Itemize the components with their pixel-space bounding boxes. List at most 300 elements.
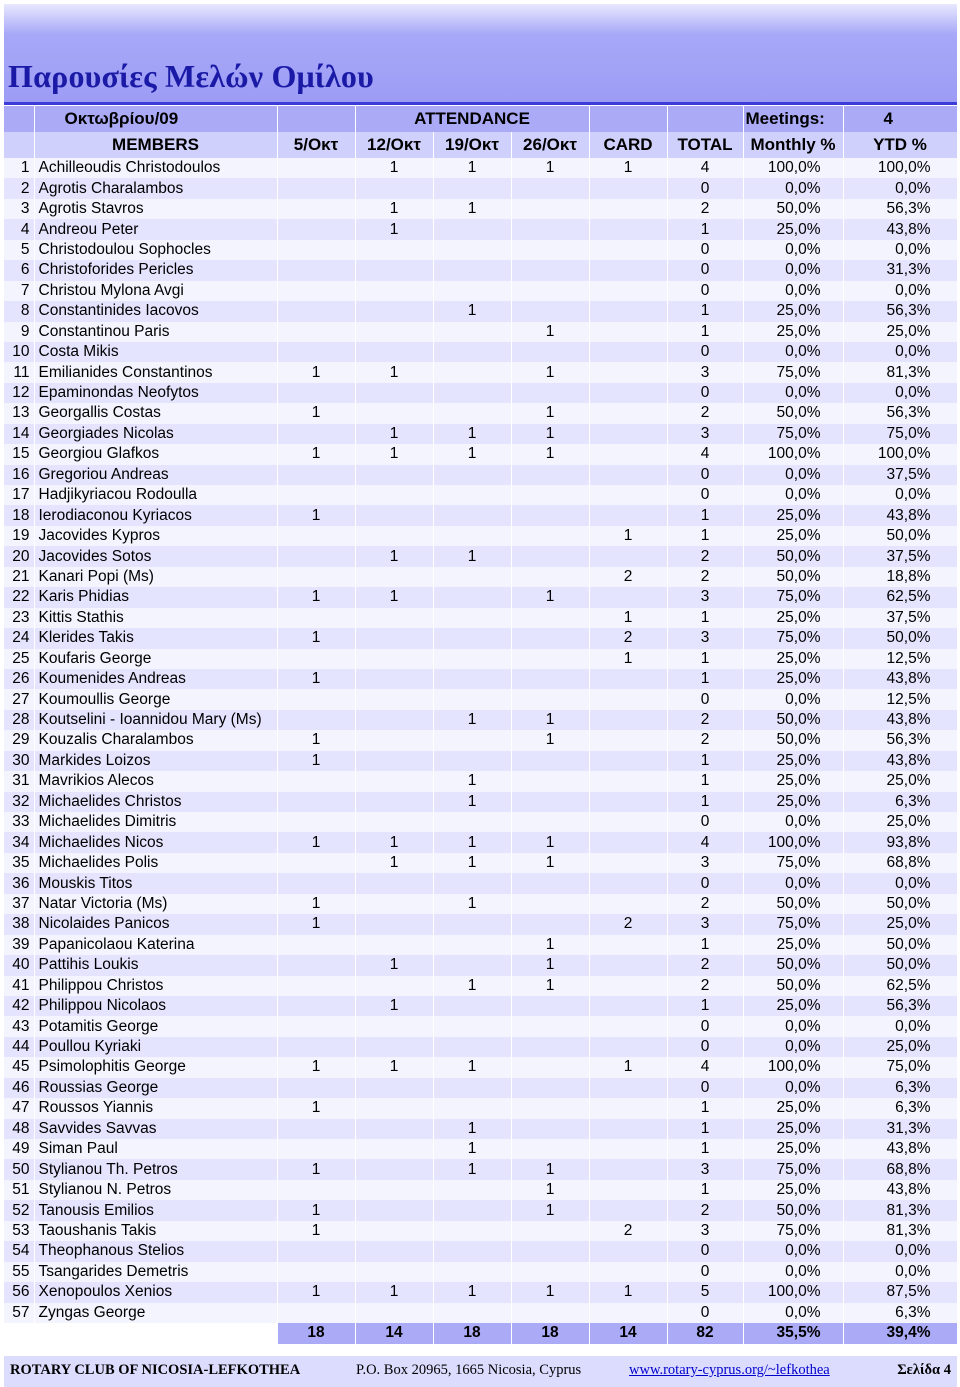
divider: [4, 102, 957, 105]
member-name: Constantinou Paris: [34, 322, 277, 342]
monthly-percent: 0,0%: [743, 465, 843, 485]
attend-date-3: [433, 812, 511, 832]
table-row: [4, 1180, 957, 1200]
attend-date-3: 1: [433, 1282, 511, 1302]
card-count: [589, 1241, 667, 1261]
total-count: 3: [667, 1159, 743, 1179]
total-count: 1: [667, 526, 743, 546]
total-count: 3: [667, 914, 743, 934]
table-row: [4, 689, 957, 709]
monthly-percent: 25,0%: [743, 608, 843, 628]
attend-date-4: [511, 1016, 589, 1036]
member-number: 33: [4, 812, 34, 832]
ytd-percent: 43,8%: [843, 669, 957, 689]
card-count: [589, 281, 667, 301]
total-count: 2: [667, 199, 743, 219]
card-count: 2: [589, 567, 667, 587]
attend-date-1: [277, 424, 355, 444]
attend-date-2: [355, 894, 433, 914]
attend-date-3: [433, 955, 511, 975]
member-number: 49: [4, 1139, 34, 1159]
attend-date-1: [277, 199, 355, 219]
attend-date-2: 1: [355, 158, 433, 178]
total-count: 4: [667, 1057, 743, 1077]
member-number: 11: [4, 362, 34, 382]
ytd-percent: 0,0%: [843, 1241, 957, 1261]
attend-date-2: [355, 505, 433, 525]
member-name: Koufaris George: [34, 649, 277, 669]
attend-date-4: [511, 771, 589, 791]
attend-date-3: [433, 281, 511, 301]
attend-date-4: [511, 1221, 589, 1241]
ytd-percent: 62,5%: [843, 976, 957, 996]
attend-date-3: [433, 465, 511, 485]
member-name: Hadjikyriacou Rodoulla: [34, 485, 277, 505]
monthly-percent: 0,0%: [743, 281, 843, 301]
member-name: Savvides Savvas: [34, 1119, 277, 1139]
member-name: Karis Phidias: [34, 587, 277, 607]
monthly-percent: 25,0%: [743, 1139, 843, 1159]
col-date-1: 5/Οκτ: [277, 132, 355, 158]
ytd-percent: 87,5%: [843, 1282, 957, 1302]
member-name: Jacovides Sotos: [34, 546, 277, 566]
ytd-percent: 6,3%: [843, 1303, 957, 1323]
card-count: [589, 403, 667, 423]
table-row: [4, 1037, 957, 1057]
table-row: [4, 342, 957, 362]
attend-date-1: 1: [277, 1200, 355, 1220]
ytd-percent: 6,3%: [843, 1098, 957, 1118]
attend-date-4: [511, 628, 589, 648]
table-row: [4, 996, 957, 1016]
table-row: [4, 914, 957, 934]
attend-date-3: 1: [433, 792, 511, 812]
attend-date-3: 1: [433, 301, 511, 321]
table-row: [4, 199, 957, 219]
ytd-percent: 43,8%: [843, 751, 957, 771]
total-count: 2: [667, 955, 743, 975]
table-row: [4, 1159, 957, 1179]
monthly-percent: 25,0%: [743, 301, 843, 321]
monthly-percent: 50,0%: [743, 403, 843, 423]
attend-date-2: 1: [355, 1057, 433, 1077]
attend-date-4: 1: [511, 403, 589, 423]
member-name: Roussos Yiannis: [34, 1098, 277, 1118]
member-name: Markides Loizos: [34, 751, 277, 771]
member-number: 52: [4, 1200, 34, 1220]
total-count: 2: [667, 403, 743, 423]
ytd-percent: 56,3%: [843, 199, 957, 219]
total-count: 4: [667, 832, 743, 852]
member-name: Koutselini - Ioannidou Mary (Ms): [34, 710, 277, 730]
card-count: [589, 1037, 667, 1057]
attend-date-3: [433, 485, 511, 505]
card-count: [589, 689, 667, 709]
attend-date-2: [355, 301, 433, 321]
total-count: 1: [667, 1119, 743, 1139]
member-number: 54: [4, 1241, 34, 1261]
ytd-percent: 25,0%: [843, 771, 957, 791]
member-name: Roussias George: [34, 1078, 277, 1098]
attend-date-4: 1: [511, 1200, 589, 1220]
table-row: [4, 281, 957, 301]
attend-date-2: [355, 730, 433, 750]
card-count: [589, 199, 667, 219]
member-number: 51: [4, 1180, 34, 1200]
attend-date-4: [511, 1057, 589, 1077]
attend-date-2: [355, 1200, 433, 1220]
card-count: 1: [589, 608, 667, 628]
attend-date-1: [277, 526, 355, 546]
member-number: 12: [4, 383, 34, 403]
attend-date-2: [355, 342, 433, 362]
card-count: [589, 935, 667, 955]
monthly-percent: 0,0%: [743, 1262, 843, 1282]
member-number: 27: [4, 689, 34, 709]
attend-date-1: [277, 935, 355, 955]
table-row: [4, 730, 957, 750]
card-count: [589, 710, 667, 730]
attend-date-2: 1: [355, 546, 433, 566]
total-count: 3: [667, 853, 743, 873]
total-count: 3: [667, 587, 743, 607]
total-count: 2: [667, 976, 743, 996]
attend-date-4: [511, 567, 589, 587]
attend-date-1: 1: [277, 832, 355, 852]
attend-date-4: [511, 689, 589, 709]
total-ytd: 39,4%: [843, 1323, 957, 1344]
attend-date-4: 1: [511, 955, 589, 975]
ytd-percent: 37,5%: [843, 546, 957, 566]
member-name: Michaelides Christos: [34, 792, 277, 812]
ytd-percent: 56,3%: [843, 996, 957, 1016]
member-name: Potamitis George: [34, 1016, 277, 1036]
attend-date-4: 1: [511, 444, 589, 464]
total-count: 1: [667, 751, 743, 771]
card-count: [589, 669, 667, 689]
table-row: [4, 649, 957, 669]
member-number: 30: [4, 751, 34, 771]
total-count: 0: [667, 342, 743, 362]
attend-date-1: [277, 955, 355, 975]
monthly-percent: 25,0%: [743, 1180, 843, 1200]
attend-date-3: [433, 751, 511, 771]
attend-date-2: [355, 1303, 433, 1323]
card-count: [589, 546, 667, 566]
attend-date-4: [511, 219, 589, 239]
meetings-count: 4: [843, 106, 957, 132]
attend-date-1: 1: [277, 628, 355, 648]
total-count: 0: [667, 383, 743, 403]
attend-date-3: 1: [433, 1139, 511, 1159]
ytd-percent: 6,3%: [843, 1078, 957, 1098]
attend-date-3: [433, 689, 511, 709]
member-name: Agrotis Charalambos: [34, 178, 277, 198]
member-name: Georgiades Nicolas: [34, 424, 277, 444]
total-count: 1: [667, 996, 743, 1016]
ytd-percent: 0,0%: [843, 485, 957, 505]
total-count: 3: [667, 628, 743, 648]
monthly-percent: 50,0%: [743, 567, 843, 587]
total-count: 0: [667, 1303, 743, 1323]
attend-date-2: 1: [355, 587, 433, 607]
card-count: [589, 832, 667, 852]
member-name: Christodoulou Sophocles: [34, 240, 277, 260]
card-count: [589, 873, 667, 893]
attend-date-3: [433, 526, 511, 546]
attend-date-1: [277, 281, 355, 301]
card-count: [589, 362, 667, 382]
attend-date-2: [355, 260, 433, 280]
monthly-percent: 25,0%: [743, 1098, 843, 1118]
ytd-percent: 56,3%: [843, 301, 957, 321]
attend-date-2: [355, 1098, 433, 1118]
attend-date-3: [433, 1241, 511, 1261]
member-number: 20: [4, 546, 34, 566]
attend-date-4: [511, 260, 589, 280]
monthly-percent: 50,0%: [743, 976, 843, 996]
monthly-percent: 100,0%: [743, 832, 843, 852]
attend-date-3: [433, 730, 511, 750]
attend-date-4: [511, 546, 589, 566]
monthly-percent: 25,0%: [743, 649, 843, 669]
attend-date-1: [277, 853, 355, 873]
total-count: 0: [667, 281, 743, 301]
ytd-percent: 50,0%: [843, 526, 957, 546]
member-number: 48: [4, 1119, 34, 1139]
monthly-percent: 0,0%: [743, 485, 843, 505]
attend-date-2: [355, 649, 433, 669]
member-name: Zyngas George: [34, 1303, 277, 1323]
card-count: [589, 587, 667, 607]
attend-date-2: [355, 628, 433, 648]
monthly-percent: 50,0%: [743, 199, 843, 219]
card-count: 1: [589, 1057, 667, 1077]
member-name: Taoushanis Takis: [34, 1221, 277, 1241]
member-number: 34: [4, 832, 34, 852]
card-count: [589, 1180, 667, 1200]
attend-date-2: [355, 751, 433, 771]
card-count: [589, 465, 667, 485]
attend-date-2: [355, 771, 433, 791]
attend-date-3: [433, 383, 511, 403]
member-number: 41: [4, 976, 34, 996]
attend-date-1: 1: [277, 1098, 355, 1118]
page-title: Παρουσίες Μελών Ομίλου: [8, 58, 374, 94]
member-number: 32: [4, 792, 34, 812]
attend-date-1: [277, 1078, 355, 1098]
attend-date-2: 1: [355, 424, 433, 444]
total-monthly: 35,5%: [743, 1323, 843, 1344]
card-count: [589, 383, 667, 403]
attend-date-1: [277, 812, 355, 832]
attend-date-1: [277, 1037, 355, 1057]
monthly-percent: 0,0%: [743, 1303, 843, 1323]
page-footer: [4, 1356, 957, 1387]
attend-date-2: [355, 526, 433, 546]
attend-date-3: [433, 1221, 511, 1241]
col-ytd: YTD %: [843, 132, 957, 158]
member-name: Stylianou Th. Petros: [34, 1159, 277, 1179]
total-total: 82: [667, 1323, 743, 1344]
attend-date-4: 1: [511, 1180, 589, 1200]
card-count: [589, 219, 667, 239]
member-number: 14: [4, 424, 34, 444]
ytd-percent: 43,8%: [843, 219, 957, 239]
total-count: 3: [667, 424, 743, 444]
attend-date-2: [355, 322, 433, 342]
attend-date-2: 1: [355, 1282, 433, 1302]
member-name: Philippou Christos: [34, 976, 277, 996]
total-date-4: 18: [511, 1323, 589, 1344]
member-number: 50: [4, 1159, 34, 1179]
member-number: 19: [4, 526, 34, 546]
table-row: [4, 812, 957, 832]
member-name: Christoforides Pericles: [34, 260, 277, 280]
attend-date-4: [511, 1262, 589, 1282]
attend-date-1: [277, 546, 355, 566]
attend-date-2: 1: [355, 955, 433, 975]
attend-date-3: 1: [433, 444, 511, 464]
member-name: Michaelides Dimitris: [34, 812, 277, 832]
table-row: [4, 505, 957, 525]
member-name: Tanousis Emilios: [34, 1200, 277, 1220]
ytd-percent: 50,0%: [843, 894, 957, 914]
total-count: 2: [667, 1200, 743, 1220]
member-name: Tsangarides Demetris: [34, 1262, 277, 1282]
ytd-percent: 25,0%: [843, 322, 957, 342]
attend-date-1: 1: [277, 362, 355, 382]
card-count: [589, 424, 667, 444]
total-count: 1: [667, 1180, 743, 1200]
attend-date-1: [277, 1016, 355, 1036]
attend-date-2: [355, 689, 433, 709]
member-name: Mavrikios Alecos: [34, 771, 277, 791]
card-count: [589, 853, 667, 873]
member-number: 57: [4, 1303, 34, 1323]
total-count: 0: [667, 1078, 743, 1098]
attend-date-3: [433, 1078, 511, 1098]
attend-date-3: [433, 587, 511, 607]
table-row: [4, 240, 957, 260]
monthly-percent: 25,0%: [743, 935, 843, 955]
monthly-percent: 50,0%: [743, 730, 843, 750]
ytd-percent: 81,3%: [843, 362, 957, 382]
monthly-percent: 25,0%: [743, 669, 843, 689]
attend-date-1: [277, 465, 355, 485]
table-row: [4, 710, 957, 730]
total-count: 1: [667, 322, 743, 342]
table-row: [4, 935, 957, 955]
member-number: 5: [4, 240, 34, 260]
monthly-percent: 75,0%: [743, 1221, 843, 1241]
table-row: [4, 1241, 957, 1261]
attend-date-3: 1: [433, 158, 511, 178]
member-number: 25: [4, 649, 34, 669]
card-count: [589, 301, 667, 321]
club-website-link[interactable]: www.rotary-cyprus.org/~lefkothea: [629, 1362, 830, 1378]
monthly-percent: 25,0%: [743, 505, 843, 525]
attend-date-1: 1: [277, 730, 355, 750]
total-count: 4: [667, 158, 743, 178]
monthly-percent: 100,0%: [743, 1057, 843, 1077]
col-card: CARD: [589, 132, 667, 158]
attend-date-4: 1: [511, 1159, 589, 1179]
ytd-percent: 0,0%: [843, 240, 957, 260]
attend-date-3: [433, 403, 511, 423]
monthly-percent: 75,0%: [743, 362, 843, 382]
card-count: [589, 1098, 667, 1118]
card-count: [589, 1262, 667, 1282]
monthly-percent: 75,0%: [743, 587, 843, 607]
card-count: [589, 955, 667, 975]
table-row: [4, 178, 957, 198]
member-number: 3: [4, 199, 34, 219]
attend-date-1: [277, 873, 355, 893]
ytd-percent: 12,5%: [843, 689, 957, 709]
ytd-percent: 100,0%: [843, 444, 957, 464]
attend-date-1: [277, 976, 355, 996]
attend-date-2: [355, 1119, 433, 1139]
attend-date-3: [433, 628, 511, 648]
attendance-table: [4, 106, 958, 1344]
table-row: [4, 832, 957, 852]
ytd-percent: 43,8%: [843, 1139, 957, 1159]
attend-date-1: [277, 608, 355, 628]
card-count: 2: [589, 628, 667, 648]
member-name: Michaelides Nicos: [34, 832, 277, 852]
total-count: 3: [667, 362, 743, 382]
table-row: [4, 628, 957, 648]
member-number: 10: [4, 342, 34, 362]
total-count: 1: [667, 301, 743, 321]
attend-date-4: 1: [511, 362, 589, 382]
member-number: 21: [4, 567, 34, 587]
attend-date-3: [433, 1098, 511, 1118]
attend-date-1: 1: [277, 669, 355, 689]
monthly-percent: 75,0%: [743, 853, 843, 873]
monthly-percent: 25,0%: [743, 996, 843, 1016]
attend-date-2: [355, 1159, 433, 1179]
attend-date-1: [277, 178, 355, 198]
total-count: 0: [667, 689, 743, 709]
member-name: Philippou Nicolaos: [34, 996, 277, 1016]
attend-date-4: [511, 383, 589, 403]
card-count: 2: [589, 1221, 667, 1241]
attend-date-3: [433, 935, 511, 955]
ytd-percent: 6,3%: [843, 792, 957, 812]
attend-date-2: [355, 465, 433, 485]
table-row: [4, 444, 957, 464]
col-members: MEMBERS: [34, 132, 277, 158]
member-name: Papanicolaou Katerina: [34, 935, 277, 955]
attend-date-4: 1: [511, 853, 589, 873]
member-number: 55: [4, 1262, 34, 1282]
attend-date-4: [511, 281, 589, 301]
attend-date-2: [355, 1078, 433, 1098]
member-number: 31: [4, 771, 34, 791]
total-count: 2: [667, 567, 743, 587]
member-number: 9: [4, 322, 34, 342]
table-row: [4, 567, 957, 587]
monthly-percent: 25,0%: [743, 322, 843, 342]
attend-date-2: [355, 1016, 433, 1036]
member-number: 56: [4, 1282, 34, 1302]
member-number: 45: [4, 1057, 34, 1077]
table-row: [4, 853, 957, 873]
member-name: Michaelides Polis: [34, 853, 277, 873]
attend-date-3: [433, 1303, 511, 1323]
